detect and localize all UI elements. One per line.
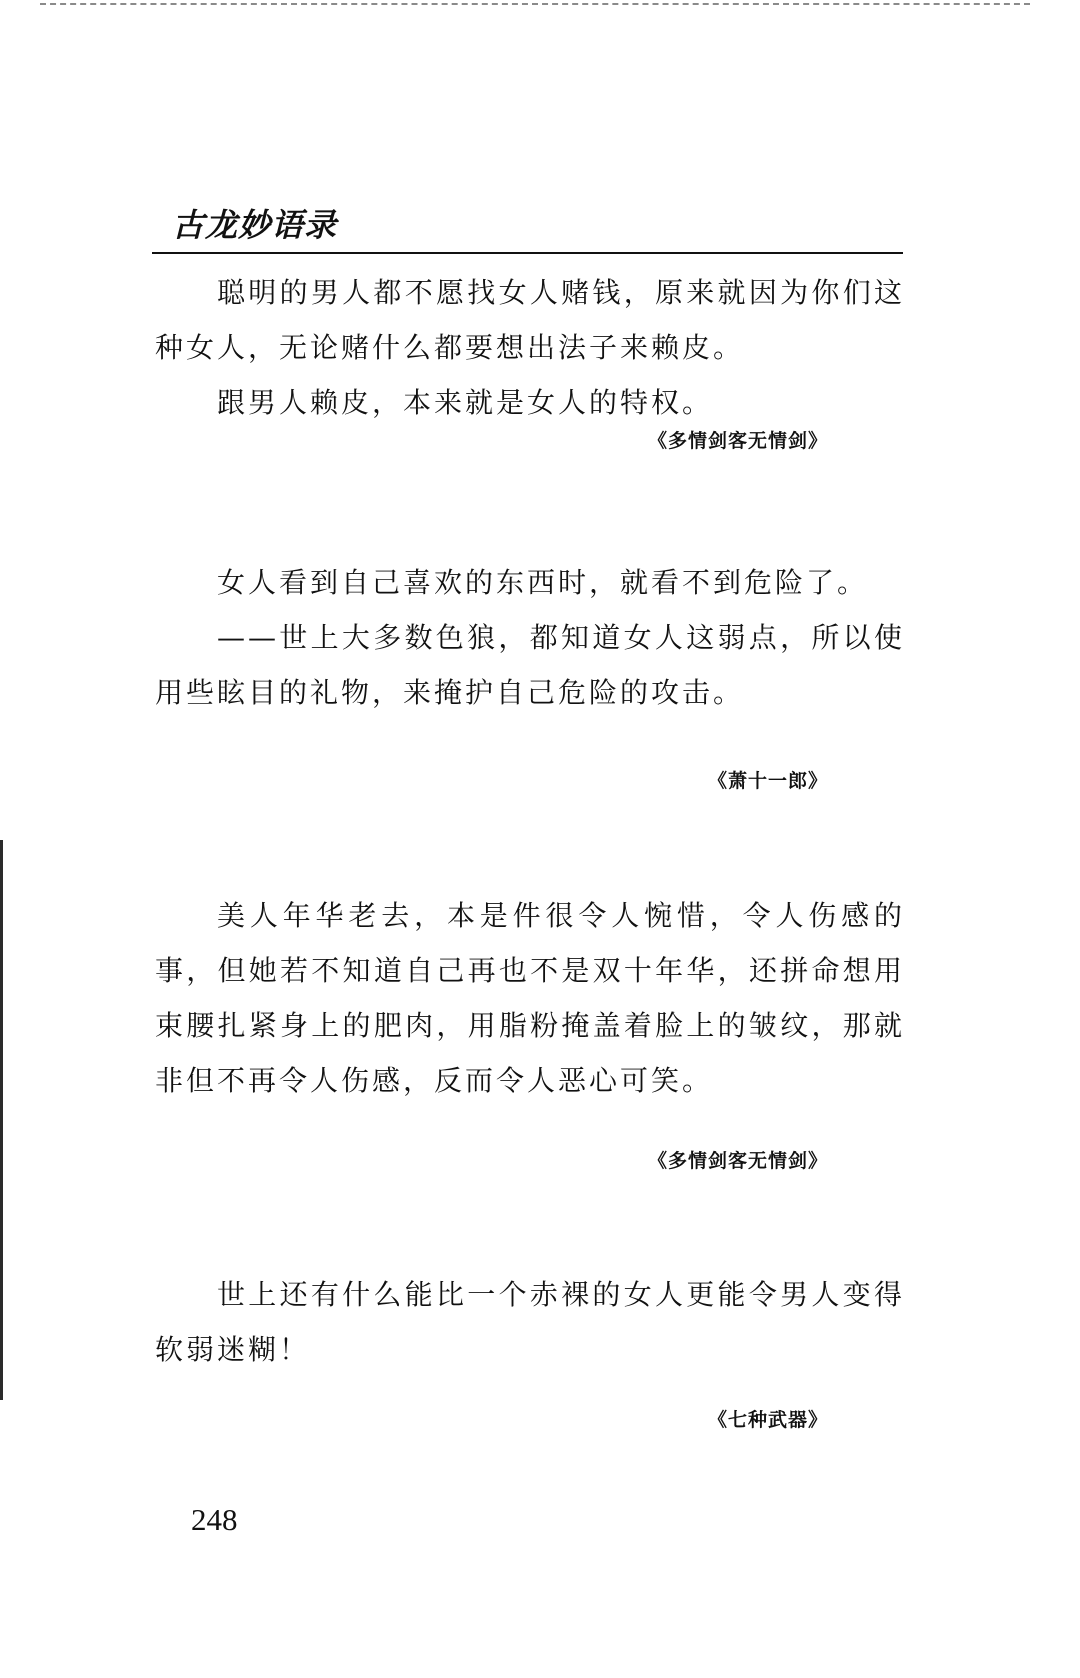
quote-3	[155, 888, 905, 1108]
quote-paragraph: 美人年华老去，本是件很令人惋惜，令人伤感的事，但她若不知道自己再也不是双十年华，还拼命想用束腰扎紧身上的肥肉，用脂粉掩盖着脸上的皱纹，那就非但不再令人伤感，反而令人恶心可笑。	[155, 899, 905, 1097]
page-number: 248	[191, 1502, 238, 1537]
scan-edge-top	[40, 3, 1030, 5]
quote-paragraph: 聪明的男人都不愿找女人赌钱，原来就因为你们这种女人，无论赌什么都要想出法子来赖皮。	[155, 276, 905, 364]
quote-paragraph: 跟男人赖皮，本来就是女人的特权。	[217, 386, 714, 419]
quote-2	[155, 555, 905, 720]
scan-edge-left	[0, 840, 3, 1400]
quote-paragraph: ——世上大多数色狼，都知道女人这弱点，所以使用些眩目的礼物，来掩护自己危险的攻击。	[155, 621, 905, 709]
quote-source: 《七种武器》	[707, 1409, 828, 1431]
quote-paragraph: 女人看到自己喜欢的东西时，就看不到危险了。	[217, 566, 869, 599]
header-rule	[152, 252, 903, 254]
quote-paragraph: 世上还有什么能比一个赤裸的女人更能令男人变得软弱迷糊！	[155, 1278, 905, 1366]
quote-source: 《多情剑客无情剑》	[647, 1150, 828, 1172]
quote-4	[155, 1267, 905, 1377]
quote-1	[155, 265, 905, 430]
quote-source: 《多情剑客无情剑》	[647, 430, 828, 452]
quote-source: 《萧十一郎》	[707, 770, 828, 792]
running-head: 古龙妙语录	[172, 206, 338, 244]
